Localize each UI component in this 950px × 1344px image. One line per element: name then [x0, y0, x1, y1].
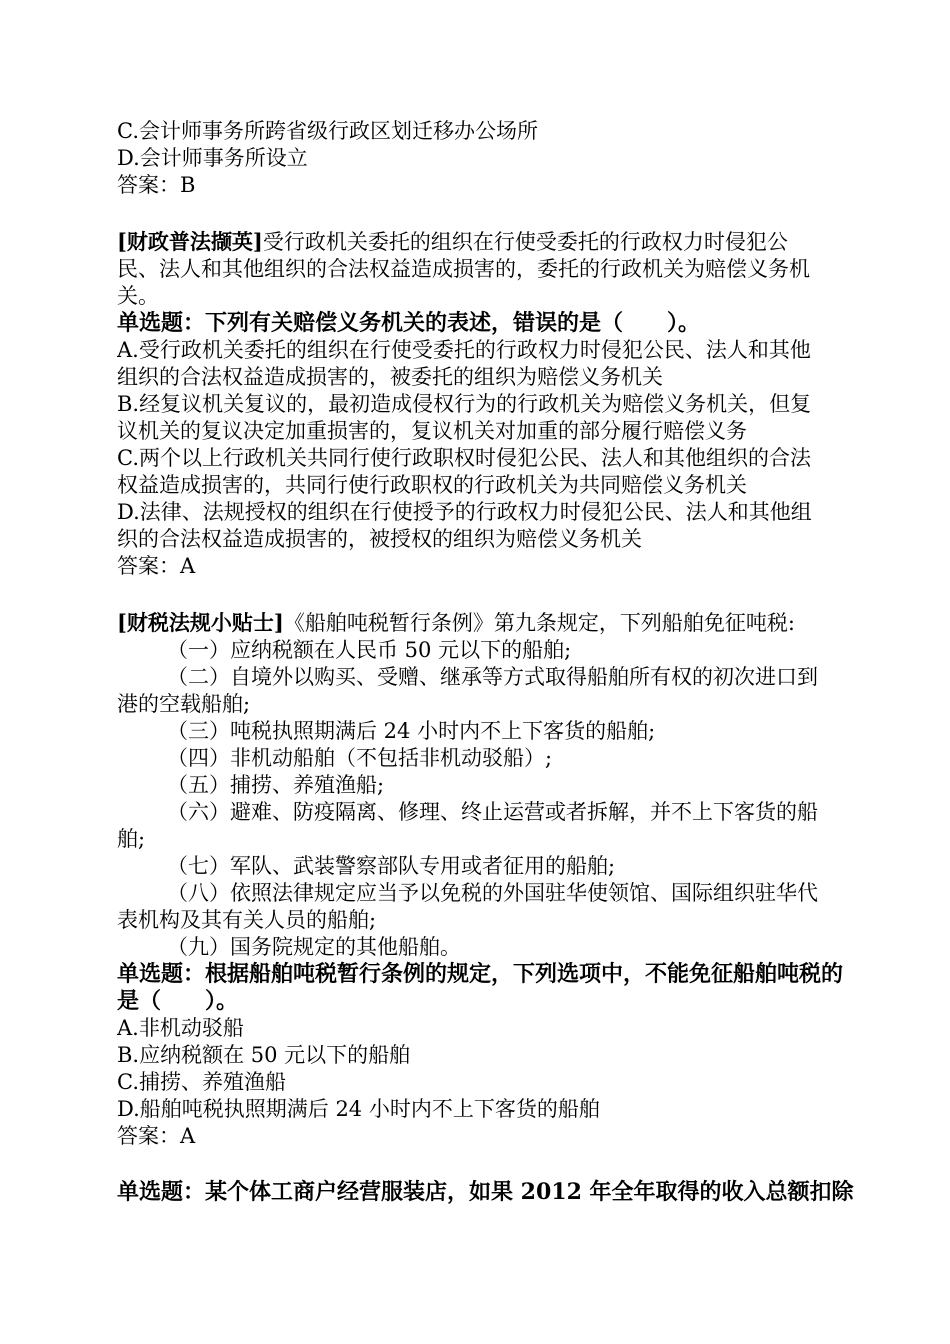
section-tag: [财税法规小贴士]: [117, 610, 284, 635]
option-c: C.会计师事务所跨省级行政区划迁移办公场所: [117, 119, 538, 143]
intro-text: 受行政机关委托的组织在行使受委托的行政权力时侵犯公: [262, 230, 788, 254]
intro-text: 《船舶吨税暂行条例》第九条规定，下列船舶免征吨税:: [283, 611, 795, 635]
list-item: （七）军队、武装警察部队专用或者征用的船舶;: [167, 854, 616, 878]
option-a: 组织的合法权益造成损害的，被委托的组织为赔偿义务机关: [117, 365, 663, 389]
list-item-cont: 舶;: [117, 827, 146, 851]
question-block-1: [117, 118, 907, 199]
option-d: D.法律、法规授权的组织在行使授予的行政权力时侵犯公民、法人和其他组: [117, 500, 812, 524]
option-c: C.两个以上行政机关共同行使行政职权时侵犯公民、法人和其他组织的合法: [117, 446, 811, 470]
option-d: 织的合法权益造成损害的，被授权的组织为赔偿义务机关: [117, 527, 642, 551]
intro-line: [117, 609, 907, 637]
question-title: 是（ ）。: [117, 988, 239, 1014]
question-block-2: [117, 228, 907, 580]
intro-line: 关。: [117, 284, 159, 308]
list-item: （六）避难、防疫隔离、修理、终止运营或者拆解，并不上下客货的船: [167, 800, 818, 824]
list-item: （二）自境外以购买、受赠、继承等方式取得船舶所有权的初次进口到: [167, 665, 818, 689]
option-b: B.应纳税额在 50 元以下的船舶: [117, 1043, 411, 1067]
answer: 答案：A: [117, 554, 196, 578]
option-c: 权益造成损害的，共同行使行政职权的行政机关为共同赔偿义务机关: [117, 473, 747, 497]
question-title: 单选题：某个体工商户经营服装店，如果 2012 年全年取得的收入总额扣除: [117, 1179, 854, 1205]
option-a: A.非机动驳船: [117, 1016, 244, 1040]
answer: 答案：A: [117, 1124, 196, 1148]
spacer: [117, 580, 907, 609]
option-d: D.会计师事务所设立: [117, 146, 308, 170]
question-block-3: [117, 609, 907, 1150]
answer: 答案：B: [117, 173, 196, 197]
list-item: （八）依照法律规定应当予以免税的外国驻华使领馆、国际组织驻华代: [167, 881, 818, 905]
list-item: （五）捕捞、养殖渔船;: [167, 773, 385, 797]
list-item-cont: 表机构及其有关人员的船舶;: [117, 908, 377, 932]
section-tag: [财政普法撷英]: [117, 229, 263, 254]
intro-line: [117, 228, 907, 256]
option-a: A.受行政机关委托的组织在行使受委托的行政权力时侵犯公民、法人和其他: [117, 338, 811, 362]
option-b: B.经复议机关复议的，最初造成侵权行为的行政机关为赔偿义务机关，但复: [117, 392, 812, 416]
option-c: C.捕捞、养殖渔船: [117, 1070, 286, 1094]
option-d: D.船舶吨税执照期满后 24 小时内不上下客货的船舶: [117, 1097, 600, 1121]
list-item: （九）国务院规定的其他船舶。: [167, 935, 461, 959]
intro-line: 民、法人和其他组织的合法权益造成损害的，委托的行政机关为赔偿义务机: [117, 257, 810, 281]
question-title: 单选题：下列有关赔偿义务机关的表述，错误的是（ ）。: [117, 310, 701, 336]
question-block-4: [117, 1179, 907, 1206]
list-item-cont: 港的空载船舶;: [117, 692, 251, 716]
list-item: （三）吨税执照期满后 24 小时内不上下客货的船舶;: [167, 719, 656, 743]
spacer: [117, 1150, 907, 1179]
option-b: 议机关的复议决定加重损害的，复议机关对加重的部分履行赔偿义务: [117, 419, 747, 443]
document-page: [117, 118, 907, 1206]
list-item: （四）非机动船舶（不包括非机动驳船）;: [167, 746, 553, 770]
question-title: 单选题：根据船舶吨税暂行条例的规定，下列选项中，不能免征船舶吨税的: [117, 961, 844, 987]
list-item: （一）应纳税额在人民币 50 元以下的船舶;: [167, 638, 572, 662]
spacer: [117, 199, 907, 228]
